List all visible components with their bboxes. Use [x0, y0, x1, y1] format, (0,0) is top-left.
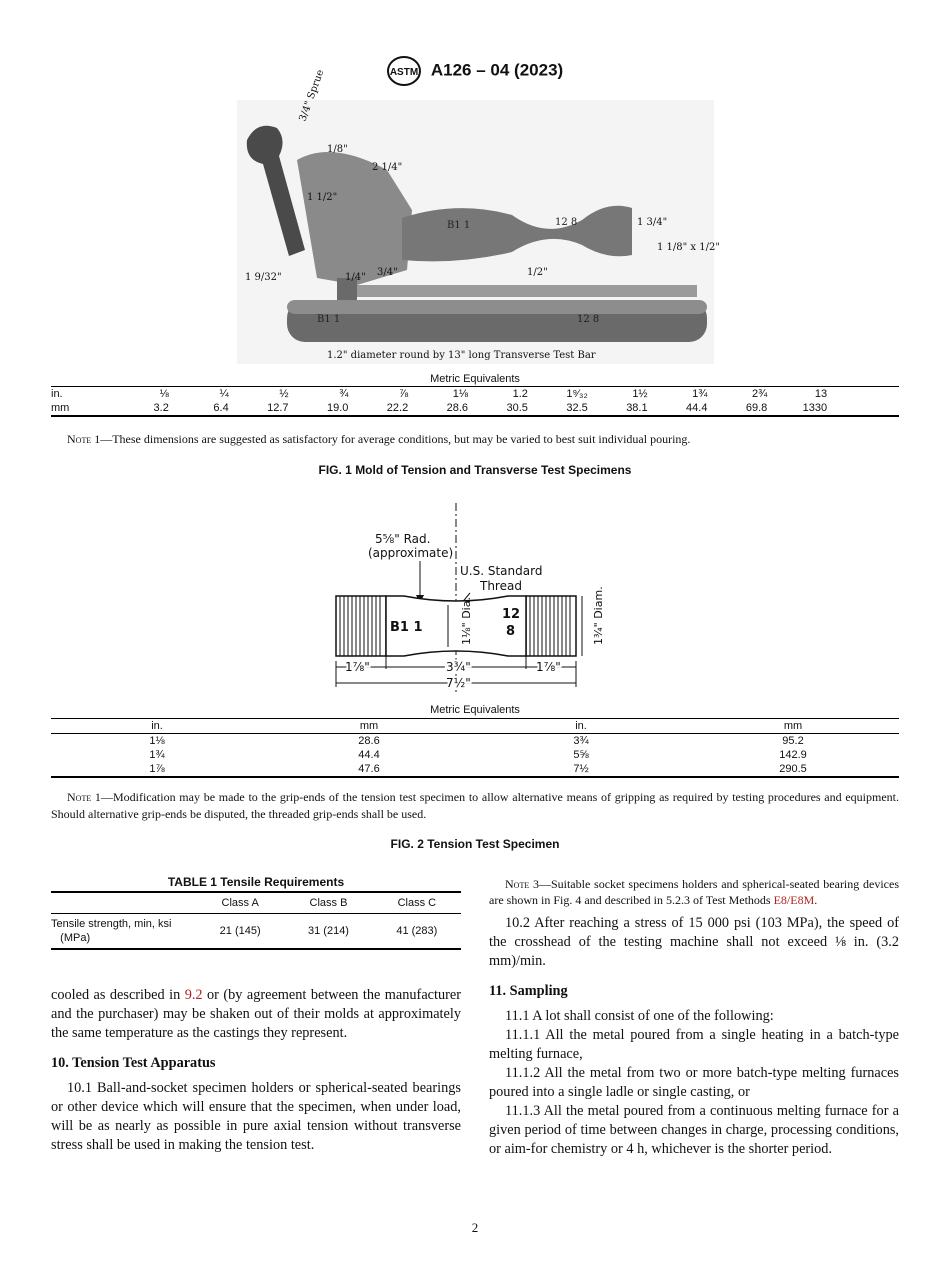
svg-text:ASTM: ASTM	[389, 67, 418, 78]
svg-text:(approximate): (approximate)	[368, 546, 454, 560]
section-heading-11: 11. Sampling	[489, 983, 568, 999]
svg-text:12 8: 12 8	[555, 217, 578, 228]
paragraph-11-1-2: 11.1.2 All the metal from two or more batch-type melting furnaces poured into a single ladle or single casting, or	[489, 1065, 899, 1100]
svg-text:1 1/8" x 1/2": 1 1/8" x 1/2"	[657, 242, 720, 253]
fig1-metric-table	[51, 372, 899, 417]
table-row: 1⅞ 47.6 7½ 290.5	[149, 763, 807, 775]
section-link-9-2[interactable]: 9.2	[184, 987, 203, 1003]
fig1-caption: FIG. 1 Mold of Tension and Transverse Test Specimens	[318, 463, 632, 477]
test-methods-link[interactable]: E8/E8M	[773, 893, 815, 907]
table-caption: Metric Equivalents	[430, 373, 520, 385]
table-row-mm: mm 3.2 6.4 12.7 19.0 22.2 28.6 30.5 32.5 38.1 44.4 69.8 1330	[51, 402, 828, 414]
fig2-note: Note 1—Modification may be made to the grip-ends of the tension test specimen to allow alternative means of gripping as required by testing procedures and equipment. Should alternative grip-ends be disputed, the threaded grip-ends shall be used.	[51, 790, 899, 821]
astm-logo	[387, 56, 421, 86]
table-caption: Metric Equivalents	[430, 704, 520, 716]
svg-text:3¾": 3¾"	[446, 660, 471, 674]
page-number: 2	[471, 1220, 479, 1235]
paragraph-10-2: 10.2 After reaching a stress of 15 000 psi (103 MPa), the speed of the crosshead of the testing machine shall not exceed ⅛ in. (3.2 mm)/min.	[489, 915, 899, 969]
svg-text:1 1/2": 1 1/2"	[307, 192, 338, 203]
section-heading-10: 10. Tension Test Apparatus	[51, 1055, 216, 1071]
paragraph-10-1: 10.1 Ball-and-socket specimen holders or spherical-seated bearings or other device which will ensure that the specimen, when under load, will be as nearly as possible in pure axial tension without transverse stress shall be used in making the tension test.	[51, 1080, 461, 1153]
svg-text:2 1/4": 2 1/4"	[372, 162, 403, 173]
svg-text:B1 1: B1 1	[317, 314, 341, 325]
tension-specimen-drawing	[320, 503, 620, 693]
svg-text:1 9/32": 1 9/32"	[245, 272, 282, 283]
note-3: Note 3—Suitable socket specimens holders and spherical-seated bearing devices are shown in Fig. 4 and described in 5.2.3 of Test Methods E8/E8M.	[489, 877, 899, 907]
svg-text:1.2" diameter round by 13" lon: 1.2" diameter round by 13" long Transverse Test Bar	[327, 350, 596, 361]
fig2-metric-table	[51, 703, 899, 778]
svg-text:5⅝" Rad.: 5⅝" Rad.	[375, 532, 431, 546]
paragraph-11-1-1: 11.1.1 All the metal poured from a single heating in a batch-type melting furnace,	[489, 1027, 899, 1062]
fig1-note: Note 1—These dimensions are suggested as satisfactory for average conditions, but may be varied to best suit individual pouring.	[67, 432, 691, 446]
svg-text:U.S. Standard: U.S. Standard	[460, 564, 543, 578]
left-column	[51, 986, 461, 1155]
svg-text:1¾" Diam.: 1¾" Diam.	[592, 586, 605, 645]
svg-text:3/4" Sprue: 3/4" Sprue	[297, 68, 327, 124]
right-column	[489, 876, 899, 1159]
svg-text:1⅞": 1⅞"	[345, 660, 370, 674]
svg-text:8: 8	[506, 624, 516, 639]
svg-text:1⅞": 1⅞"	[536, 660, 561, 674]
paragraph-11-1: 11.1 A lot shall consist of one of the following:	[505, 1008, 774, 1024]
document-id: A126 – 04 (2023)	[430, 60, 564, 80]
table-row: Tensile strength, min, ksi (MPa) 21 (145) 31 (214) 41 (283)	[51, 918, 438, 944]
fig2-caption: FIG. 2 Tension Test Specimen	[390, 837, 560, 851]
paragraph-cooled: cooled as described in 9.2 or (by agreement between the manufacturer and the purchaser) may be shaken out of their molds at approximately the same temperature as the castings they represent.	[51, 987, 462, 1041]
svg-text:1⅛" Dia.: 1⅛" Dia.	[460, 597, 473, 645]
svg-text:1 3/4": 1 3/4"	[637, 217, 668, 228]
svg-text:7½": 7½"	[446, 676, 471, 690]
svg-text:12 8: 12 8	[577, 314, 600, 325]
svg-text:Thread: Thread	[480, 579, 522, 593]
svg-text:1/2": 1/2"	[527, 267, 548, 278]
table-title: TABLE 1 Tensile Requirements	[167, 875, 345, 889]
table-row: 1¾ 44.4 5⅝ 142.9	[149, 749, 807, 761]
svg-text:1/8": 1/8"	[327, 144, 348, 155]
table-header-row: Class A Class B Class C	[221, 897, 437, 909]
table-row: 1⅛ 28.6 3¾ 95.2	[149, 735, 804, 747]
svg-text:12: 12	[502, 607, 521, 622]
svg-text:1/4": 1/4"	[345, 272, 366, 283]
table-row-in: in. ⅛ ¼ ½ ¾ ⅞ 1⅛ 1.2 1⁹⁄₃₂ 1½ 1¾ 2¾ 13	[51, 388, 828, 400]
svg-text:B1 1: B1 1	[390, 620, 423, 635]
table-header-row: in. mm in. mm	[151, 720, 803, 732]
page-header	[0, 56, 950, 86]
svg-text:3/4": 3/4"	[377, 267, 398, 278]
paragraph-11-1-3: 11.1.3 All the metal poured from a continuous melting furnace for a given period of time between changes in charge, processing conditions, or aim-for chemistry or 4 h, whichever is the shorter period.	[489, 1103, 899, 1157]
svg-text:B1 1: B1 1	[447, 220, 471, 231]
tensile-requirements-table	[51, 875, 461, 950]
